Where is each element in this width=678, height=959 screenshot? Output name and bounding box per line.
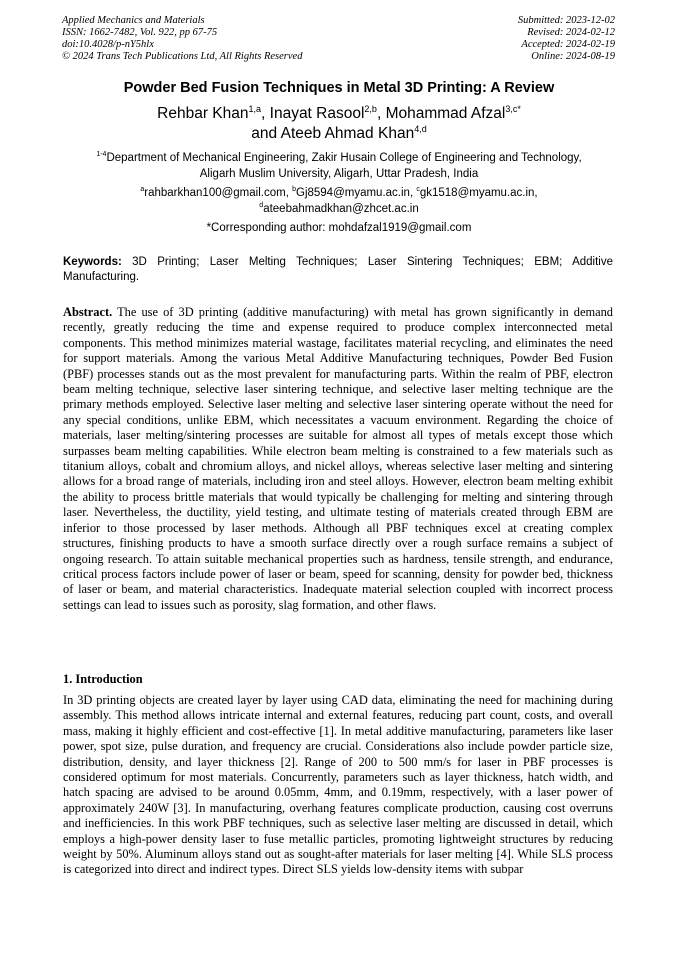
email-link[interactable]: ateebahmadkhan@zhcet.ac.in [263,203,419,215]
author-affil-mark: 3,c* [505,104,521,114]
email-mark: a [140,186,145,193]
email-link[interactable]: Gj8594@myamu.ac.in, [296,187,414,199]
paper-title: Powder Bed Fusion Techniques in Metal 3D Printing: A Review [123,80,555,96]
author-list: Rehbar Khan$^{1,a}$, Inayat Rasool$^{2,b}$, Mohammad Afzal$^{3,c*}$ and Ateeb Ahmad Khan$^{4,d}$ [157,104,521,142]
accepted-date: Accepted: 2024-02-19 [521,39,615,50]
keywords [63,255,613,285]
author-affil-mark: 1,a [248,104,262,114]
affiliation-mark: 1-4 [96,151,107,158]
author-name: Mohammad Afzal [385,105,506,122]
author-name: Ateeb Ahmad Khan [280,125,415,142]
abstract-label: Abstract. [63,305,113,319]
keywords-label: Keywords: [63,256,122,268]
section-heading-introduction: 1. Introduction [63,672,143,686]
affiliation [0,150,678,182]
affiliation-line: Aligarh Muslim University, Aligarh, Uttar Pradesh, India [199,168,479,180]
email-link[interactable]: rahbarkhan100@gmail.com, [144,187,289,199]
author-affil-mark: 4,d [414,124,427,134]
author-emails [0,185,678,217]
journal-name: Applied Mechanics and Materials [62,15,205,26]
introduction-body: In 3D printing objects are created layer by layer using CAD data, eliminating the need for machining during assembly. This method allows intricate internal and external features, reducing part count, costs, and overall mass, making it highly efficient and cost-effective [1]. In metal additive manufacturing, parameters like laser power, spot size, pulse duration, and frequency are crucial. Considerations also include powder particle size, distribution, density, and layer thickness [2]. Range of 200 to 500 mm/s for laser in PBF processes is considered optimum for most materials. Concurrently, parameters such as layer thickness, hatch width, and hatch spacing are advised to be around 0.05mm, 4mm, and 0.19mm, respectively, with a laser power of approximately 240W [3]. In manufacturing, overhang features complicate production, causing cost overruns and inefficiencies. In this work PBF techniques, such as selective laser melting are discussed in detail, which employs a high-power density laser to fuse metallic particles, promoting lightweight structures by reducing weight by 50%. Aluminum alloys stand out as sought-after materials for laser melting [4]. While SLS process is categorized into direct and indirect types. Direct SLS yields low-density items with subpar [63,693,613,877]
email-mark: d [259,202,264,209]
author-affil-mark: 2,b [364,104,377,114]
submitted-date: Submitted: 2023-12-02 [517,15,615,26]
abstract-text: The use of 3D printing (additive manufacturing) with metal has grown significantly in demand recently, greatly reducing the time and expense required to produce complex interconnected metal components. This method minimizes material wastage, facilitates material recycling, and eliminates the need for support materials. Among the various Metal Additive Manufacturing techniques, Powder Bed Fusion (PBF) processes stands out as the most prevalent for manufacturing parts. Within the realm of PBF, electron beam melting technique, selective laser sintering technique, and selective laser melting technique are the primary methods employed. Selective laser melting and selective laser sintering operate without the need for any special conditions, unlike EBM, which necessitates a vacuum environment. Regarding the choice of materials, laser melting/sintering processes are suitable for almost all types of metals except those which surpasses beam melting capabilities. While electron beam melting is constrained to a few materials such as titanium alloys, cobalt and chromium alloys, and nickel alloys, whereas selective laser melting and sintering allows for a broad range of materials, including iron and steel alloys. However, electron beam melting exhibit the ability to process brittle materials that would typically be challenging for melting and sintering through laser. Nevertheless, the ductility, yield testing, and ultimate testing of materials created through EBM are inferior to those processed by laser methods. Although all PBF techniques excel at creating complex structures, finishing products to have a smooth surface directly over a rough surface remains a subject of ongoing research. To attain suitable mechanical properties such as hardness, tensile strength, and endurance, critical process factors include power of laser or beam, speed for scanning, density for powder bed, thickness of laser or beam, and material characteristics. Inadequate material selection coupled with incorrect process settings can lead to issues such as porosity, slag formation, and other flaws. [63,305,613,612]
abstract [63,305,613,613]
affiliation-line: Department of Mechanical Engineering, Zakir Husain College of Engineering and Technology, [106,152,582,164]
issn-line: ISSN: 1662-7482, Vol. 922, pp 67-75 [62,27,218,38]
copyright-line: © 2024 Trans Tech Publications Ltd, All Rights Reserved [62,51,303,62]
revised-date: Revised: 2024-02-12 [527,27,615,38]
online-date: Online: 2024-08-19 [531,51,615,62]
keywords-text: 3D Printing; Laser Melting Techniques; Laser Sintering Techniques; EBM; Additive Manufacturing. [63,256,613,283]
author-conjunction: and [251,125,278,142]
author-name: Inayat Rasool [269,105,365,122]
doi-line: doi:10.4028/p-nY5hlx [62,39,154,50]
email-link[interactable]: gk1518@myamu.ac.in, [419,187,538,199]
email-mark: c [416,186,420,193]
corresponding-author: *Corresponding author: mohdafzal1919@gmail.com [206,222,472,234]
author-name: Rehbar Khan [157,105,249,122]
journal-header-left [62,15,302,63]
email-mark: b [292,186,296,193]
journal-header-right [518,15,615,63]
